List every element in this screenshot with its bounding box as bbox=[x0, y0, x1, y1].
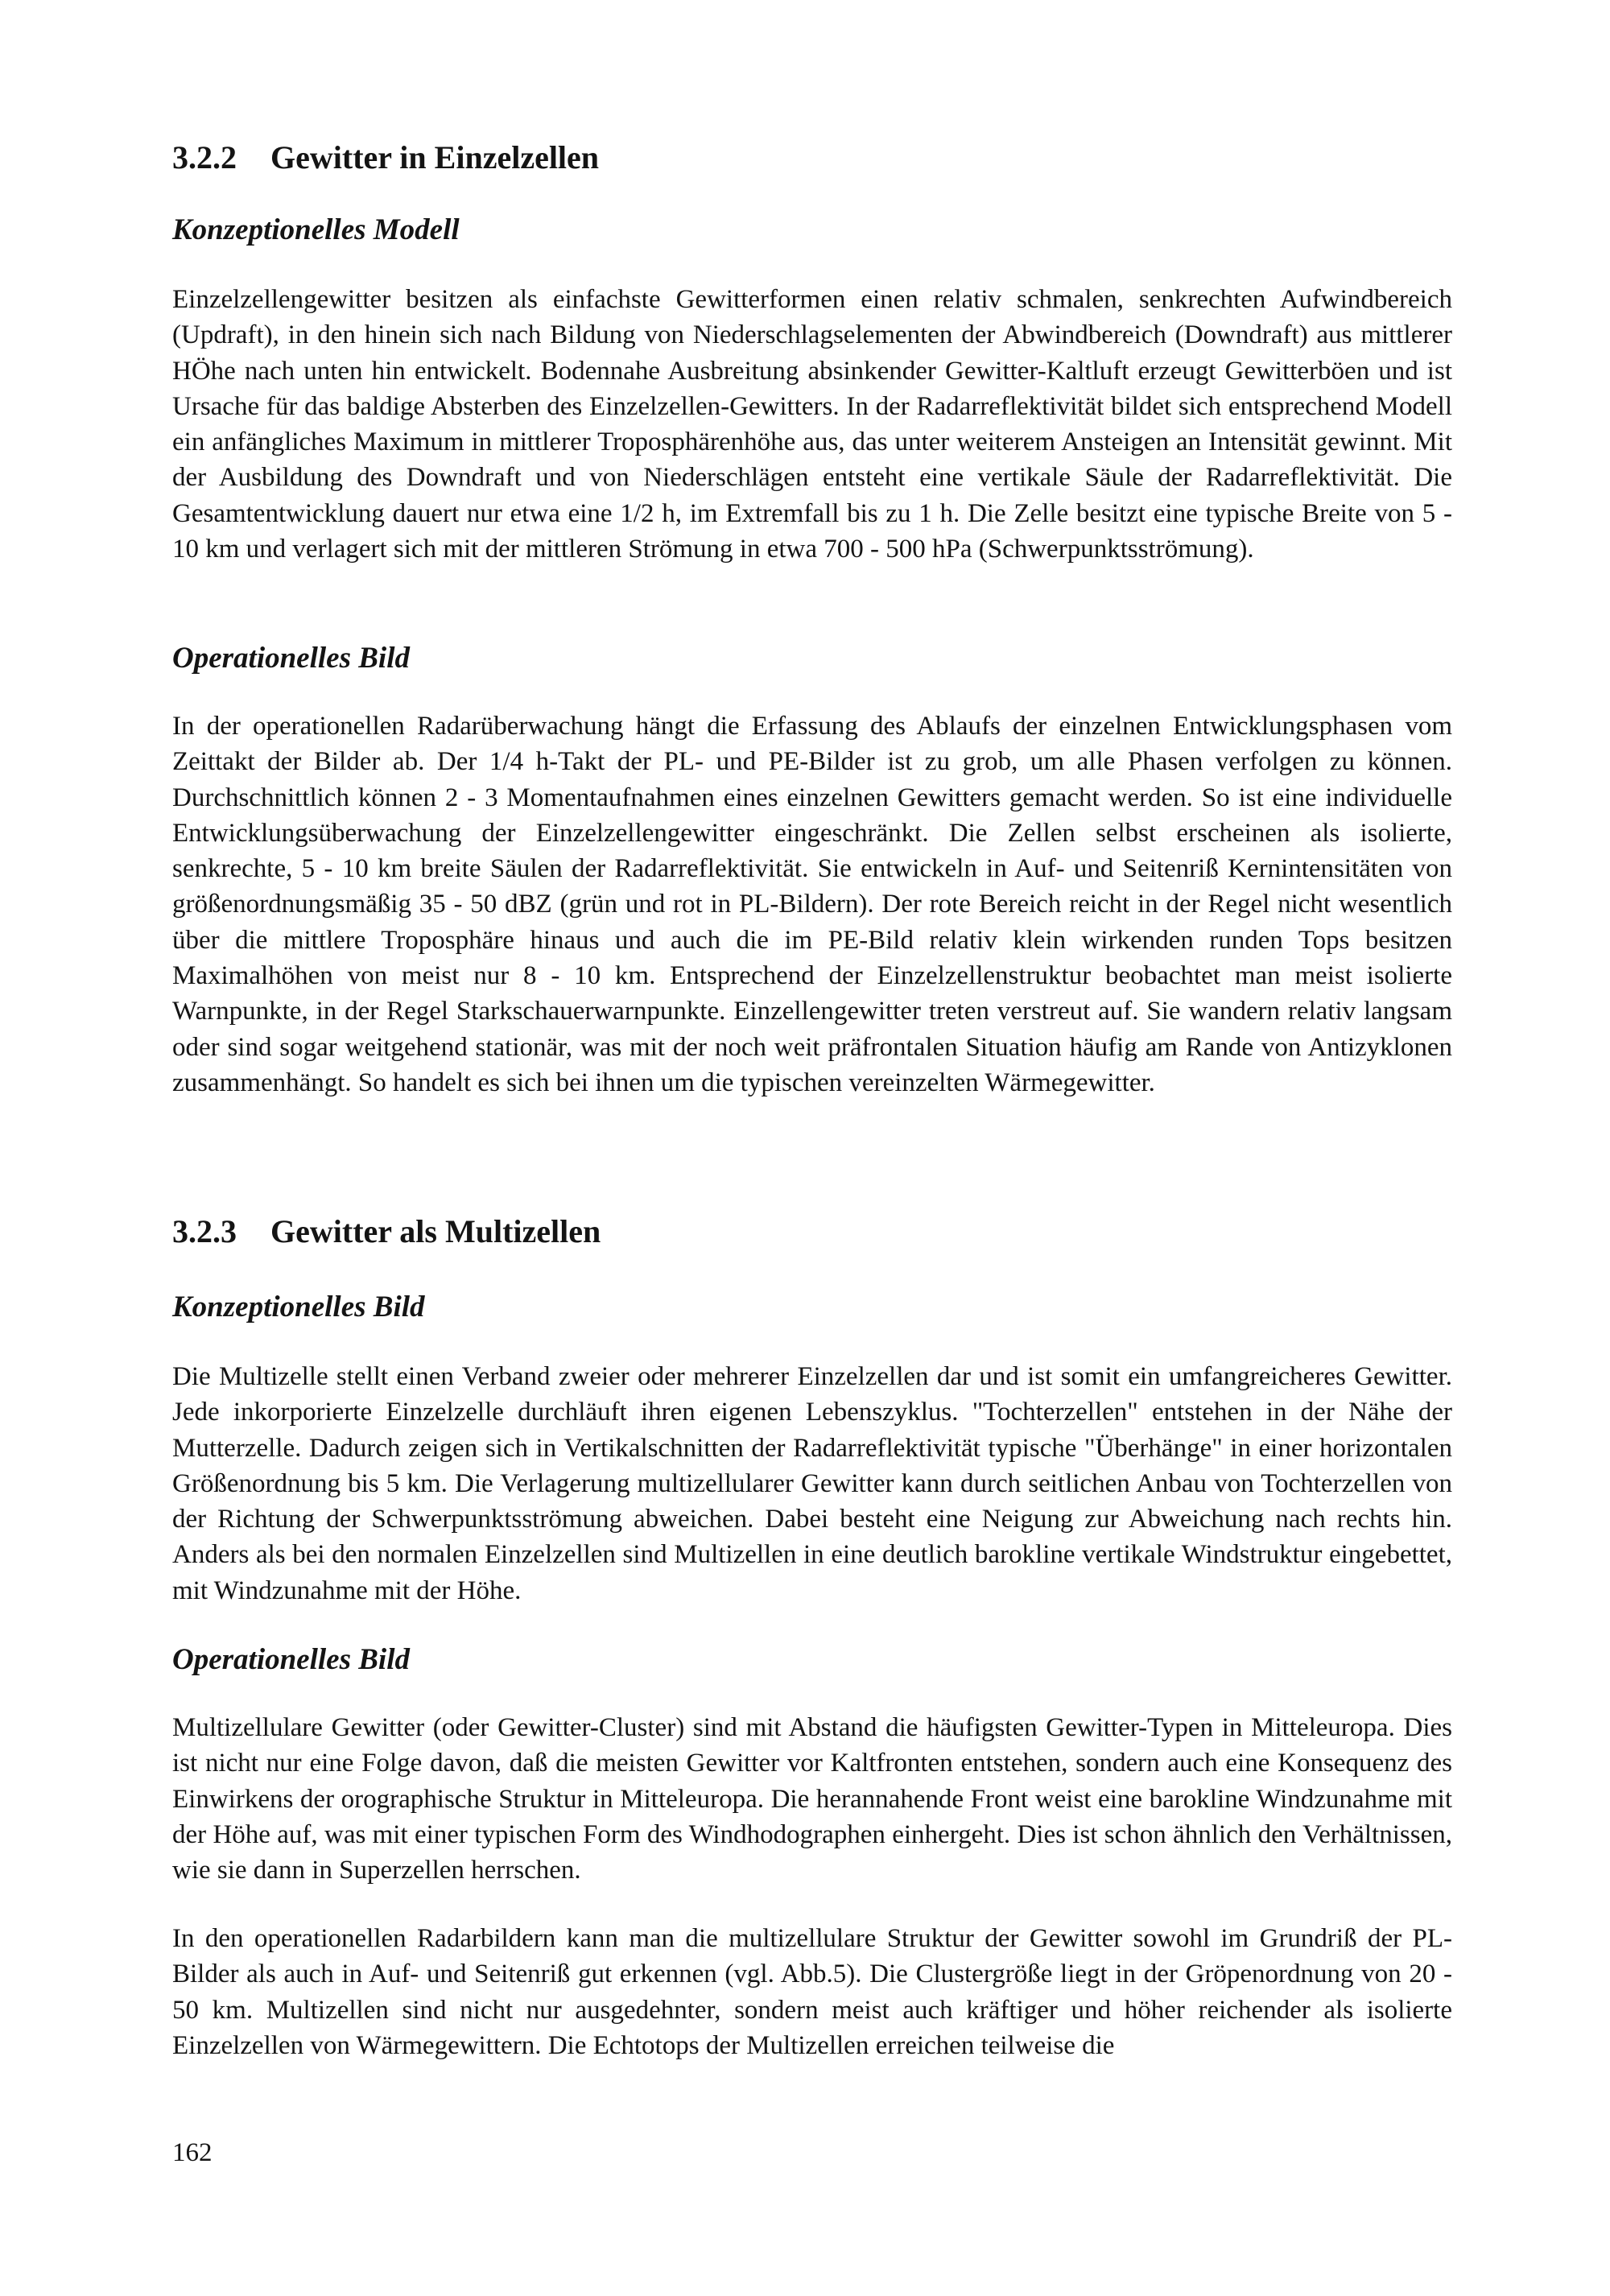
subsection-heading: Konzeptionelles Bild bbox=[172, 1290, 425, 1324]
section-number: 3.2.2 bbox=[172, 139, 237, 176]
subsection-heading: Operationelles Bild bbox=[172, 1643, 410, 1676]
subsection-heading: Konzeptionelles Modell bbox=[172, 213, 460, 246]
section-heading bbox=[172, 1212, 601, 1251]
paragraph: Die Multizelle stellt einen Verband zweier oder mehrerer Einzelzellen dar und ist somit ein umfangreicheres Gewitter. Jede inkorporierte Einzelzelle durchläuft ihren eigenen Lebenszyklus. "Tochterzellen" entstehen in der Nähe der Mutterzelle. Dadurch zeigen sich in Vertikalschnitten der Radarreflektivität typische "Überhänge" in einer horizontalen Größenordnung bis 5 km. Die Verlagerung multizellularer Gewitter kann durch seitlichen Anbau von Tochterzellen von der Richtung der Schwerpunktsströmung abweichen. Dabei besteht eine Neigung zur Abweichung nach rechts hin. Anders als bei den normalen Einzelzellen sind Multizellen in eine deutlich barokline vertikale Windstruktur eingebettet, mit Windzunahme mit der Höhe. bbox=[172, 1362, 1452, 1605]
subsection-heading: Operationelles Bild bbox=[172, 642, 410, 675]
paragraph: Multizellulare Gewitter (oder Gewitter-Cluster) sind mit Abstand die häufigsten Gewitter-Typen in Mitteleuropa. Dies ist nicht nur eine Folge davon, daß die meisten Gewitter vor Kaltfronten entstehen, sondern auch eine Konsequenz des Einwirkens der orographische Struktur in Mitteleuropa. Die herannahende Front weist eine barokline Windzunahme mit der Höhe auf, was mit einer typischen Form des Windhodographen einhergeht. Dies ist schon ähnlich den Verhältnissen, wie sie dann in Superzellen herrschen. bbox=[172, 1713, 1452, 1885]
section-title: Gewitter in Einzelzellen bbox=[270, 139, 600, 176]
paragraph: In der operationellen Radarüberwachung hängt die Erfassung des Ablaufs der einzelnen Entwicklungsphasen vom Zeittakt der Bilder ab. Der 1/4 h-Takt der PL- und PE-Bilder ist zu grob, um alle Phasen verfolgen zu können. Durchschnittlich können 2 - 3 Momentaufnahmen eines einzelnen Gewitters gemacht werden. So ist eine individuelle Entwicklungsüberwachung der Einzelzellengewitter eingeschränkt. Die Zellen selbst erscheinen als isolierte, senkrechte, 5 - 10 km breite Säulen der Radarreflektivität. Sie entwickeln in Auf- und Seitenriß Kernintensitäten von größenordnungsmäßig 35 - 50 dBZ (grün und rot in PL-Bildern). Der rote Bereich reicht in der Regel nicht wesentlich über die mittlere Troposphäre hinaus und auch die im PE-Bild relativ klein wirkenden runden Tops besitzen Maximalhöhen von meist nur 8 - 10 km. Entsprechend der Einzelzellenstruktur beobachtet man meist isolierte Warnpunkte, in der Regel Starkschauerwarnpunkte. Einzellengewitter treten verstreut auf. Sie wandern relativ langsam oder sind sogar weitgehend stationär, was mit der noch weit präfrontalen Situation häufig am Rande von Antizyklonen zusammenhängt. So handelt es sich bei ihnen um die typischen vereinzelten Wärmegewitter. bbox=[172, 712, 1452, 1097]
section-title: Gewitter als Multizellen bbox=[270, 1213, 601, 1249]
paragraph: In den operationellen Radarbildern kann man die multizellulare Struktur der Gewitter sowohl im Grundriß der PL-Bilder als auch in Auf- und Seitenriß gut erkennen (vgl. Abb.5). Die Clustergröße liegt in der Gröpenordnung von 20 - 50 km. Multizellen sind nicht nur ausgedehnter, sondern meist auch kräftiger und höher reichender als isolierte Einzelzellen von Wärmegewittern. Die Echtotops der Multizellen erreichen teilweise die bbox=[172, 1924, 1452, 2060]
section-heading bbox=[172, 138, 599, 177]
page-number: 162 bbox=[172, 2138, 213, 2167]
section-number: 3.2.3 bbox=[172, 1213, 237, 1249]
paragraph: Einzelzellengewitter besitzen als einfachste Gewitterformen einen relativ schmalen, senkrechten Aufwindbereich (Updraft), in den hinein sich nach Bildung von Niederschlagselementen der Abwindbereich (Downdraft) aus mittlerer HÖhe nach unten hin entwickelt. Bodennahe Ausbreitung absinkender Gewitter-Kaltluft erzeugt Gewitterböen und ist Ursache für das baldige Absterben des Einzelzellen-Gewitters. In der Radarreflektivität bildet sich entsprechend Modell ein anfängliches Maximum in mittlerer Troposphärenhöhe aus, das unter weiterem Ansteigen an Intensität gewinnt. Mit der Ausbildung des Downdraft und von Niederschlägen entsteht eine vertikale Säule der Radarreflektivität. Die Gesamtentwicklung dauert nur etwa eine 1/2 h, im Extremfall bis zu 1 h. Die Zelle besitzt eine typische Breite von 5 - 10 km und verlagert sich mit der mittleren Strömung in etwa 700 - 500 hPa (Schwerpunktsströmung). bbox=[172, 285, 1452, 564]
